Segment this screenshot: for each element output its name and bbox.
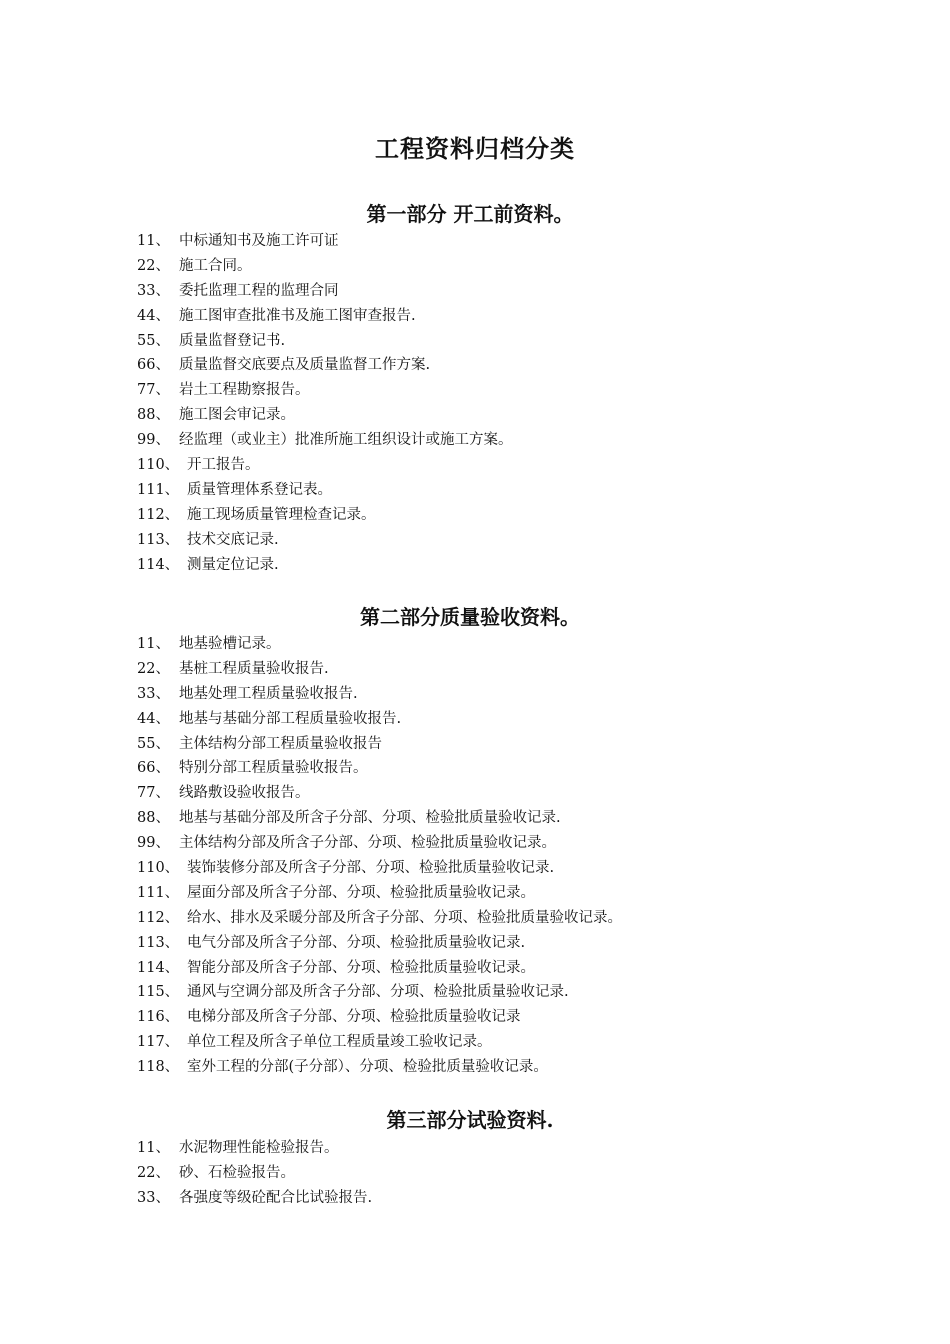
- list-item: 55、 主体结构分部工程质量验收报告: [137, 735, 382, 752]
- list-item: 117、 单位工程及所含子单位工程质量竣工验收记录。: [137, 1034, 492, 1051]
- list-item: 22、 施工合同。: [137, 257, 252, 274]
- list-item: 66、 特别分部工程质量验收报告。: [137, 760, 368, 777]
- list-item: 114、 测量定位记录.: [137, 556, 279, 573]
- list-item: 77、 线路敷设验收报告。: [137, 785, 310, 802]
- list-item: 112、 施工现场质量管理检查记录。: [137, 506, 376, 523]
- section-heading-1: 第一部分 开工前资料。: [366, 202, 574, 226]
- list-item: 113、 电气分部及所含子分部、分项、检验批质量验收记录.: [137, 934, 526, 951]
- list-item: 77、 岩土工程勘察报告。: [137, 382, 310, 399]
- section-1-list: [137, 229, 877, 577]
- list-item: 115、 通风与空调分部及所含子分部、分项、检验批质量验收记录.: [137, 984, 569, 1001]
- section-2-list: [137, 632, 877, 1080]
- list-item: 22、 砂、石检验报告。: [137, 1164, 295, 1181]
- list-item: 44、 施工图审查批准书及施工图审查报告.: [137, 307, 416, 324]
- list-item: 11、 地基验槽记录。: [137, 636, 281, 652]
- list-item: 33、 委托监理工程的监理合同: [137, 282, 339, 299]
- list-item: 112、 给水、排水及采暖分部及所含子分部、分项、检验批质量验收记录。: [137, 909, 622, 926]
- list-item: 33、 地基处理工程质量验收报告.: [137, 685, 358, 702]
- list-item: 55、 质量监督登记书.: [137, 332, 286, 349]
- list-item: 22、 基桩工程质量验收报告.: [137, 660, 329, 677]
- list-item: 88、 施工图会审记录。: [137, 407, 295, 424]
- section-3-list: [137, 1136, 877, 1211]
- list-item: 111、 屋面分部及所含子分部、分项、检验批质量验收记录。: [137, 884, 535, 901]
- list-item: 44、 地基与基础分部工程质量验收报告.: [137, 710, 402, 727]
- list-item: 114、 智能分部及所含子分部、分项、检验批质量验收记录。: [137, 959, 535, 976]
- list-item: 110、 装饰装修分部及所含子分部、分项、检验批质量验收记录.: [137, 860, 555, 877]
- list-item: 99、 主体结构分部及所含子分部、分项、检验批质量验收记录。: [137, 835, 556, 852]
- section-heading-2: 第二部分质量验收资料。: [360, 605, 580, 629]
- list-item: 116、 电梯分部及所含子分部、分项、检验批质量验收记录: [137, 1009, 521, 1026]
- list-item: 110、 开工报告。: [137, 457, 260, 474]
- document-title: 工程资料归档分类: [375, 134, 575, 163]
- list-item: 11、 中标通知书及施工许可证: [137, 233, 339, 249]
- list-item: 99、 经监理（或业主）批准所施工组织设计或施工方案。: [137, 432, 513, 449]
- list-item: 88、 地基与基础分部及所含子分部、分项、检验批质量验收记录.: [137, 810, 561, 827]
- list-item: 118、 室外工程的分部(子分部）、分项、检验批质量验收记录。: [137, 1059, 548, 1076]
- list-item: 33、 各强度等级砼配合比试验报告.: [137, 1189, 373, 1206]
- list-item: 66、 质量监督交底要点及质量监督工作方案.: [137, 357, 431, 374]
- list-item: 11、 水泥物理性能检验报告。: [137, 1140, 339, 1156]
- list-item: 113、 技术交底记录.: [137, 531, 279, 548]
- list-item: 111、 质量管理体系登记表。: [137, 481, 332, 498]
- section-heading-3: 第三部分试验资料.: [386, 1108, 554, 1132]
